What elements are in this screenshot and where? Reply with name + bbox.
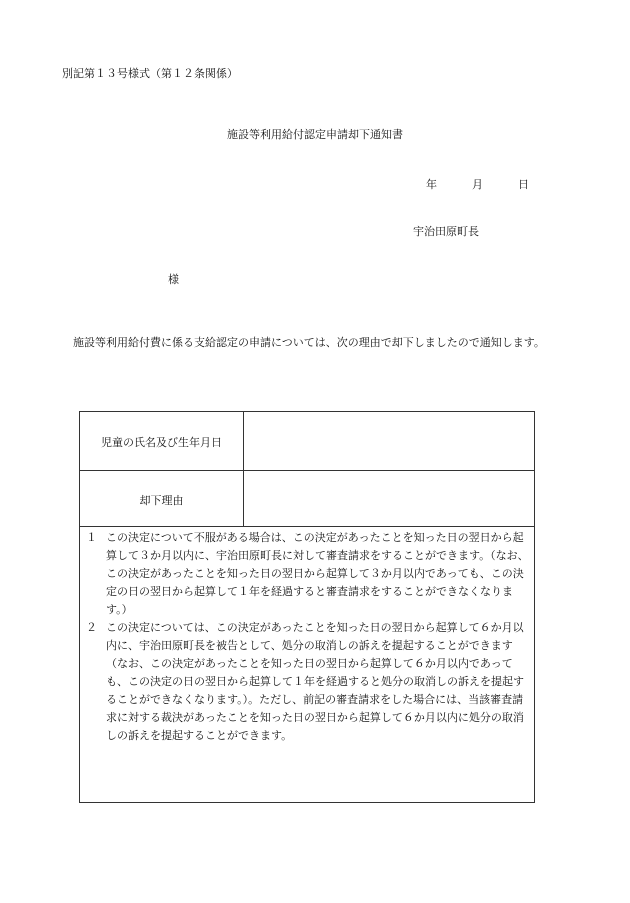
rejection-reason-row [80, 470, 534, 527]
column-divider [243, 412, 244, 526]
form-number: 別記第１３号様式（第１２条関係） [62, 67, 238, 80]
note-text: この決定について不服がある場合は、この決定があったことを知った日の翌日から起算して３か月以内に、宇治田原町長に対して審査請求をすることができます。（なお、この決定があったことを知った日の翌日から起算して３か月以内であっても、この決定の日の翌日から起算して１年を経過すると審査請求をすることができなくなります。） [106, 531, 529, 616]
appeal-notes [86, 529, 532, 745]
details-table [79, 411, 535, 803]
rejection-reason-label: 却下理由 [139, 494, 184, 507]
recipient-suffix: 様 [168, 273, 179, 286]
child-info-label: 児童の氏名及び生年月日 [101, 436, 222, 449]
note-item [86, 529, 532, 619]
body-text: 施設等利用給付費に係る支給認定の申請については、次の理由で却下しましたので通知します。 [73, 336, 545, 349]
date-month-label: 月 [472, 178, 483, 191]
child-info-row [80, 412, 534, 471]
document-title: 施設等利用給付認定申請却下通知書 [227, 128, 403, 141]
note-text: この決定については、この決定があったことを知った日の翌日から起算して６か月以内に、宇治田原町長を被告として、処分の取消しの訴えを提起することができます（なお、この決定があったことを知った日の翌日から起算して６か月以内であっても、この決定の日の翌日から起算して１年を経過すると処分の取消しの訴えを提起することができなくなります。）。ただし、前記の審査請求をした場合には、当該審査請求に対する裁決があったことを知った日の翌日から起算して６か月以内に処分の取消しの訴えを提起することができます。 [106, 621, 524, 742]
note-number: １ [86, 531, 97, 544]
date-day-label: 日 [518, 178, 529, 191]
date-year-label: 年 [426, 178, 437, 191]
issuer-name: 宇治田原町長 [413, 225, 479, 238]
note-item [86, 619, 532, 745]
note-number: ２ [86, 621, 97, 634]
